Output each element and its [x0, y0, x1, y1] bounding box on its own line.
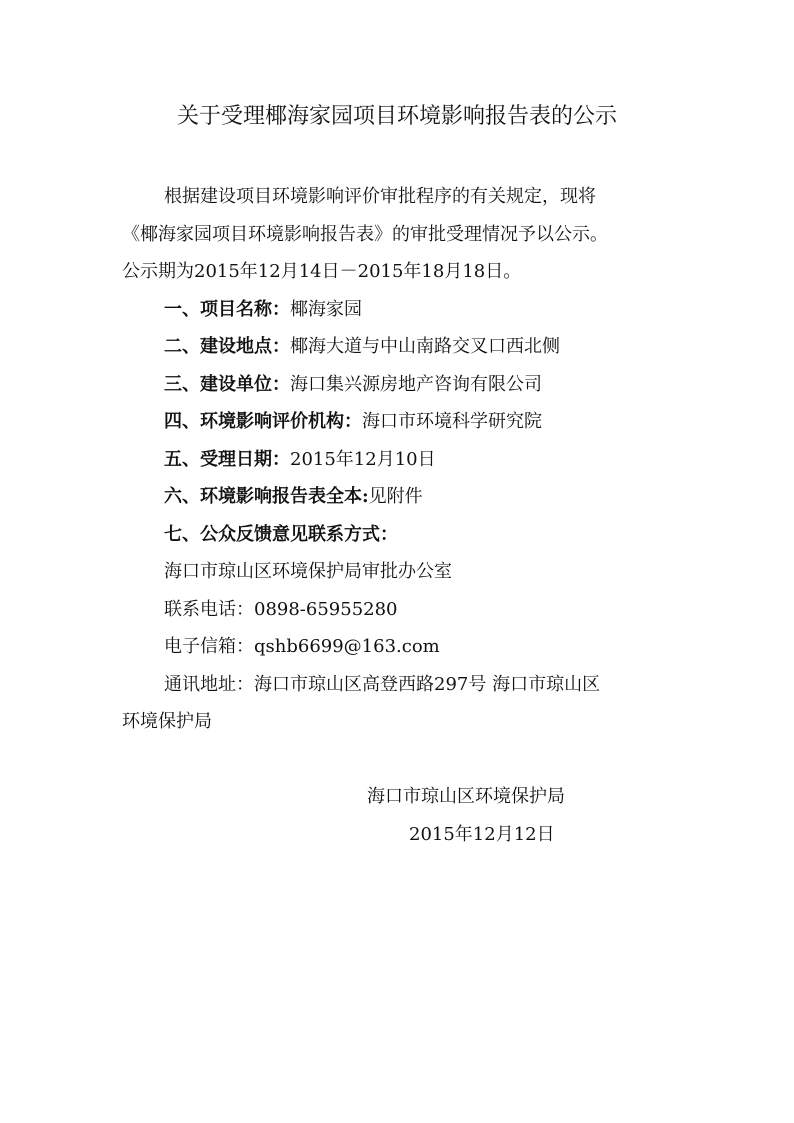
item-label: 三、建设单位：: [164, 374, 290, 395]
intro-line-1: 根据建设项目环境影响评价审批程序的有关规定，现将: [164, 186, 596, 207]
address-value: 海口市琼山区高登西路297号 海口市琼山区: [254, 674, 601, 695]
address-label: 通讯地址：: [164, 674, 254, 695]
signature-org: 海口市琼山区环境保护局: [367, 786, 565, 807]
item-label: 一、项目名称：: [164, 299, 290, 320]
contact-email-line: [164, 634, 440, 660]
item-label: 七、公众反馈意见联系方式：: [164, 524, 398, 545]
item-location: [164, 334, 560, 360]
item-acceptance-date: [164, 447, 436, 473]
email-label: 电子信箱：: [164, 636, 254, 657]
item-value: 椰海大道与中山南路交叉口西北侧: [290, 336, 560, 357]
item-full-report: [164, 484, 423, 510]
item-eia-agency: [164, 409, 542, 435]
phone-label: 联系电话：: [164, 599, 254, 620]
item-value: 2015年12月10日: [290, 449, 436, 470]
item-label: 六、环境影响报告表全本:: [164, 486, 369, 507]
intro-line-3: 公示期为2015年12月14日－2015年18月18日。: [122, 261, 522, 282]
item-feedback-contact: [164, 522, 398, 548]
item-label: 四、环境影响评价机构：: [164, 411, 362, 432]
item-value: 海口集兴源房地产咨询有限公司: [290, 374, 542, 395]
item-project-name: [164, 297, 362, 323]
contact-address-line-2: 环境保护局: [122, 711, 212, 732]
item-value: 海口市环境科学研究院: [362, 411, 542, 432]
contact-office: 海口市琼山区环境保护局审批办公室: [164, 561, 452, 582]
phone-value: 0898-65955280: [254, 599, 398, 620]
item-label: 五、受理日期：: [164, 449, 290, 470]
document-title: 关于受理椰海家园项目环境影响报告表的公示: [176, 104, 617, 129]
intro-line-2: 《椰海家园项目环境影响报告表》的审批受理情况予以公示。: [122, 224, 608, 245]
contact-phone-line: [164, 597, 398, 623]
item-label: 二、建设地点：: [164, 336, 290, 357]
item-value: 见附件: [368, 486, 423, 507]
signature-date: 2015年12月12日: [409, 824, 555, 845]
item-value: 椰海家园: [290, 299, 362, 320]
contact-address-line-1: [164, 672, 600, 698]
item-builder: [164, 372, 542, 398]
email-value: qshb6699@163.com: [254, 636, 440, 657]
